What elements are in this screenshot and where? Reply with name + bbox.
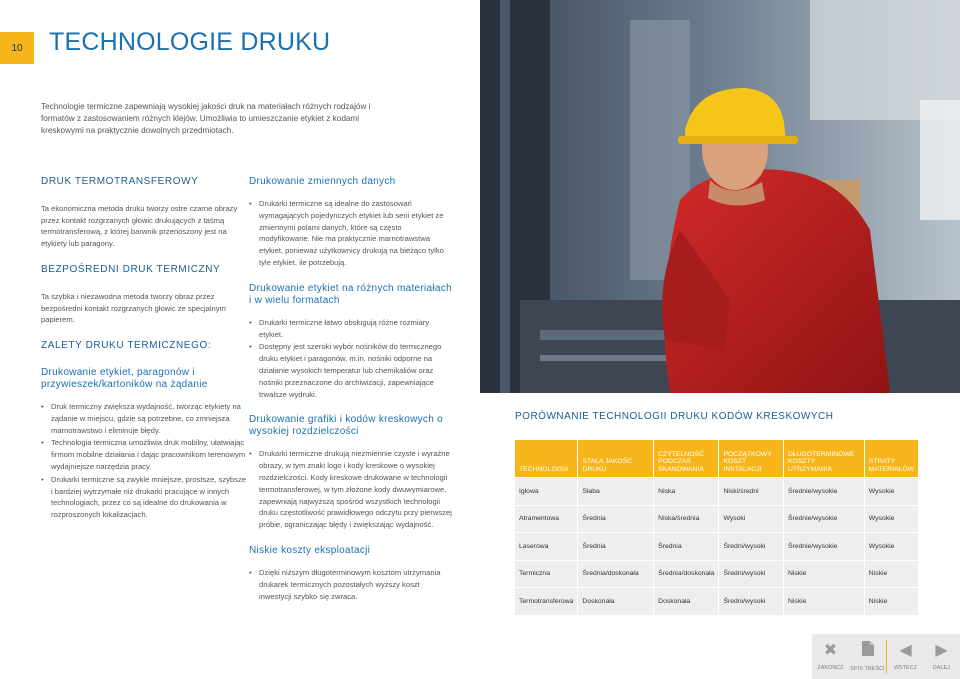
table-header: DŁUGOTERMINOWE KOSZTY UTRZYMANIA <box>784 440 864 477</box>
table-cell: Średnia <box>578 506 653 533</box>
table-cell: Niskie <box>865 561 918 588</box>
bullet-list-materials <box>249 317 454 401</box>
table-cell: Wysokie <box>865 478 918 505</box>
close-label: ZAKOŃCZ <box>817 665 844 671</box>
table-cell: Średnie/wysokie <box>784 506 864 533</box>
list-item: • Dzięki niższym długoterminowym kosztom utrzymania drukarek termicznych pozostałych wyższy koszt inwestycji szybko się zwraca. <box>249 567 454 602</box>
table-cell: Niskie <box>784 588 864 615</box>
paragraph-direct-thermal: Ta szybka i niezawodna metoda tworzy obraz przez bezpośredni kontakt rozgrzanych głowic ze specjalnym papierem. <box>41 291 226 325</box>
table-title: PORÓWNANIE TECHNOLOGII DRUKU KODÓW KRESKOWYCH <box>515 411 834 422</box>
bullet-list-on-demand <box>41 401 246 521</box>
bullet-list-low-costs <box>249 567 454 602</box>
table-cell: Niski/średni <box>719 478 782 505</box>
back-button[interactable] <box>887 634 924 679</box>
next-label: DALEJ <box>932 665 951 671</box>
list-item: • Drukarki termiczne są idealne do zastosowań wymagających pojedynczych etykiet lub serii etykiet ze zmiennymi polami danych, które są często modyfikowane. Nie ma praktycznie marnotrawstwa etykiet, ponieważ użytkownicy drukują na bieżąco tylko tyle etykiet, ile potrzebują. <box>249 198 454 269</box>
heading-advantages: ZALETY DRUKU TERMICZNEGO: <box>41 340 212 352</box>
warehouse-worker-photo <box>480 0 960 393</box>
table-cell: Wysoki <box>719 506 782 533</box>
table-header: POCZĄTKOWY KOSZT INSTALACJI <box>719 440 782 477</box>
list-item: • Dostępny jest szeroki wybór nośników do termicznego druku etykiet i paragonów, m.in. nośniki odporne na działanie wysokich temperatur lub chemikaliów oraz nośniki przeznaczone do archiwizacji, zapewniające trwalsze wydruki. <box>249 341 454 400</box>
toc-button[interactable] <box>849 634 886 679</box>
heading-thermal-transfer: DRUK TERMOTRANSFEROWY <box>41 176 199 187</box>
navigation-bar <box>812 634 960 679</box>
list-item: • Drukarki termiczne są zwykle mniejsze, prostsze, szybsze i bardziej wytrzymałe niż drukarki pracujące w innych technologiach, przez co są idealne do drukowania w rozproszonych lokalizacjach. <box>41 474 246 521</box>
back-label: WSTECZ <box>893 665 918 671</box>
table-cell: Średnia <box>654 533 718 560</box>
table-cell: Średnia/doskonała <box>654 561 718 588</box>
warehouse-worker-illustration <box>480 0 960 393</box>
table-cell: Atramentowa <box>515 506 577 533</box>
table-row <box>515 506 918 533</box>
table-cell: Igłowa <box>515 478 577 505</box>
table-cell: Wysokie <box>865 506 918 533</box>
table-cell: Niskie <box>865 588 918 615</box>
toc-label: SPIS TREŚCI <box>850 666 885 672</box>
table-cell: Średnia/doskonała <box>578 561 653 588</box>
table-row <box>515 588 918 615</box>
table-row <box>515 478 918 505</box>
heading-materials-formats: Drukowanie etykiet na różnych materiałach i w wielu formatach <box>249 282 452 306</box>
table-header: STAŁA JAKOŚĆ DRUKU <box>578 440 653 477</box>
table-cell: Średnie/wysokie <box>784 478 864 505</box>
table-cell: Słaba <box>578 478 653 505</box>
page-title: TECHNOLOGIE DRUKU <box>49 28 331 56</box>
table-cell: Niska <box>654 478 718 505</box>
list-item: • Drukarki termiczne łatwo obsługują różne rozmiary etykiet. <box>249 317 454 341</box>
list-item: • Technologia termiczna umożliwia druk mobilny, ułatwiając firmom mobilne działania i dając pracownikom terenowym wydajniejsze narzędzia pracy. <box>41 437 246 472</box>
bullet-list-graphics <box>249 448 454 531</box>
comparison-table <box>514 439 919 616</box>
bullet-list-variable-data <box>249 198 454 269</box>
table-cell: Doskonała <box>654 588 718 615</box>
arrow-right-icon: ▶ <box>935 642 948 659</box>
table-header: CZYTELNOŚĆ PODCZAS SKANOWANIA <box>654 440 718 477</box>
heading-graphics-barcodes: Drukowanie grafiki i kodów kreskowych o wysokiej rozdzielczości <box>249 414 443 438</box>
heading-low-costs: Niskie koszty eksploatacji <box>249 544 371 556</box>
table-row <box>515 561 918 588</box>
table-cell: Niskie <box>784 561 864 588</box>
table-cell: Średni/wysoki <box>719 588 782 615</box>
arrow-left-icon: ◀ <box>899 642 912 659</box>
heading-direct-thermal: BEZPOŚREDNI DRUK TERMICZNY <box>41 263 221 275</box>
column-left <box>41 176 246 535</box>
table-header: STRATY MATERIAŁÓW <box>865 440 918 477</box>
document-icon <box>862 641 874 661</box>
column-middle <box>249 176 454 616</box>
table-cell: Wysokie <box>865 533 918 560</box>
table-cell: Średnia <box>578 533 653 560</box>
table-header: TECHNOLOGIA <box>515 440 577 477</box>
list-item: • Druk termiczny zwiększa wydajność, tworząc etykiety na żądanie w miejscu, gdzie są potrzebne, co zmniejsza marnotrawstwo i eliminuje błędy. <box>41 401 246 436</box>
intro-paragraph: Technologie termiczne zapewniają wysokiej jakości druk na materiałach różnych rodzajów i formatów z zastosowaniem różnych klejów. Umożliwia to umieszczanie etykiet z kodami kreskowymi na praktycznie dowolnych przedmiotach. <box>41 102 371 135</box>
table-cell: Termotransferowa <box>515 588 577 615</box>
table-cell: Laserowa <box>515 533 577 560</box>
table-header-row <box>515 440 918 477</box>
subheading-on-demand: Drukowanie etykiet, paragonów i przywieszek/kartoników na żądanie <box>41 366 208 390</box>
table-cell: Średnie/wysokie <box>784 533 864 560</box>
table-cell: Termiczna <box>515 561 577 588</box>
next-button[interactable] <box>923 634 960 679</box>
page-number-left: 10 <box>0 32 34 64</box>
list-item: • Drukarki termiczne drukują niezmiennie czyste i wyraźne obrazy, w tym znaki logo i kody kreskowe o wysokiej rozdzielczości. Kody kreskowe drukowane w technologii termotransferowej, w tym złożone kody dwuwymiarowe, zapewniają najwyższą spośród wszystkich technologii druku częstotliwość prawidłowego odczytu przy pierwszej próbie, ograniczając błędy i zwiększając wydajność. <box>249 448 454 531</box>
table-cell: Średni/wysoki <box>719 533 782 560</box>
table-cell: Niska/średnia <box>654 506 718 533</box>
table-cell: Doskonała <box>578 588 653 615</box>
table-cell: Średni/wysoki <box>719 561 782 588</box>
close-button[interactable] <box>812 634 849 679</box>
table-row <box>515 533 918 560</box>
paragraph-thermal-transfer: Ta ekonomiczna metoda druku tworzy ostre czarne obrazy przez kontakt rozgrzanych głowic drukujących z taśmą termotransferową, z której barwnik przenoszony jest na etykiety lub paragony. <box>41 203 238 249</box>
heading-variable-data: Drukowanie zmiennych danych <box>249 176 396 187</box>
close-icon: ✖ <box>823 642 838 659</box>
